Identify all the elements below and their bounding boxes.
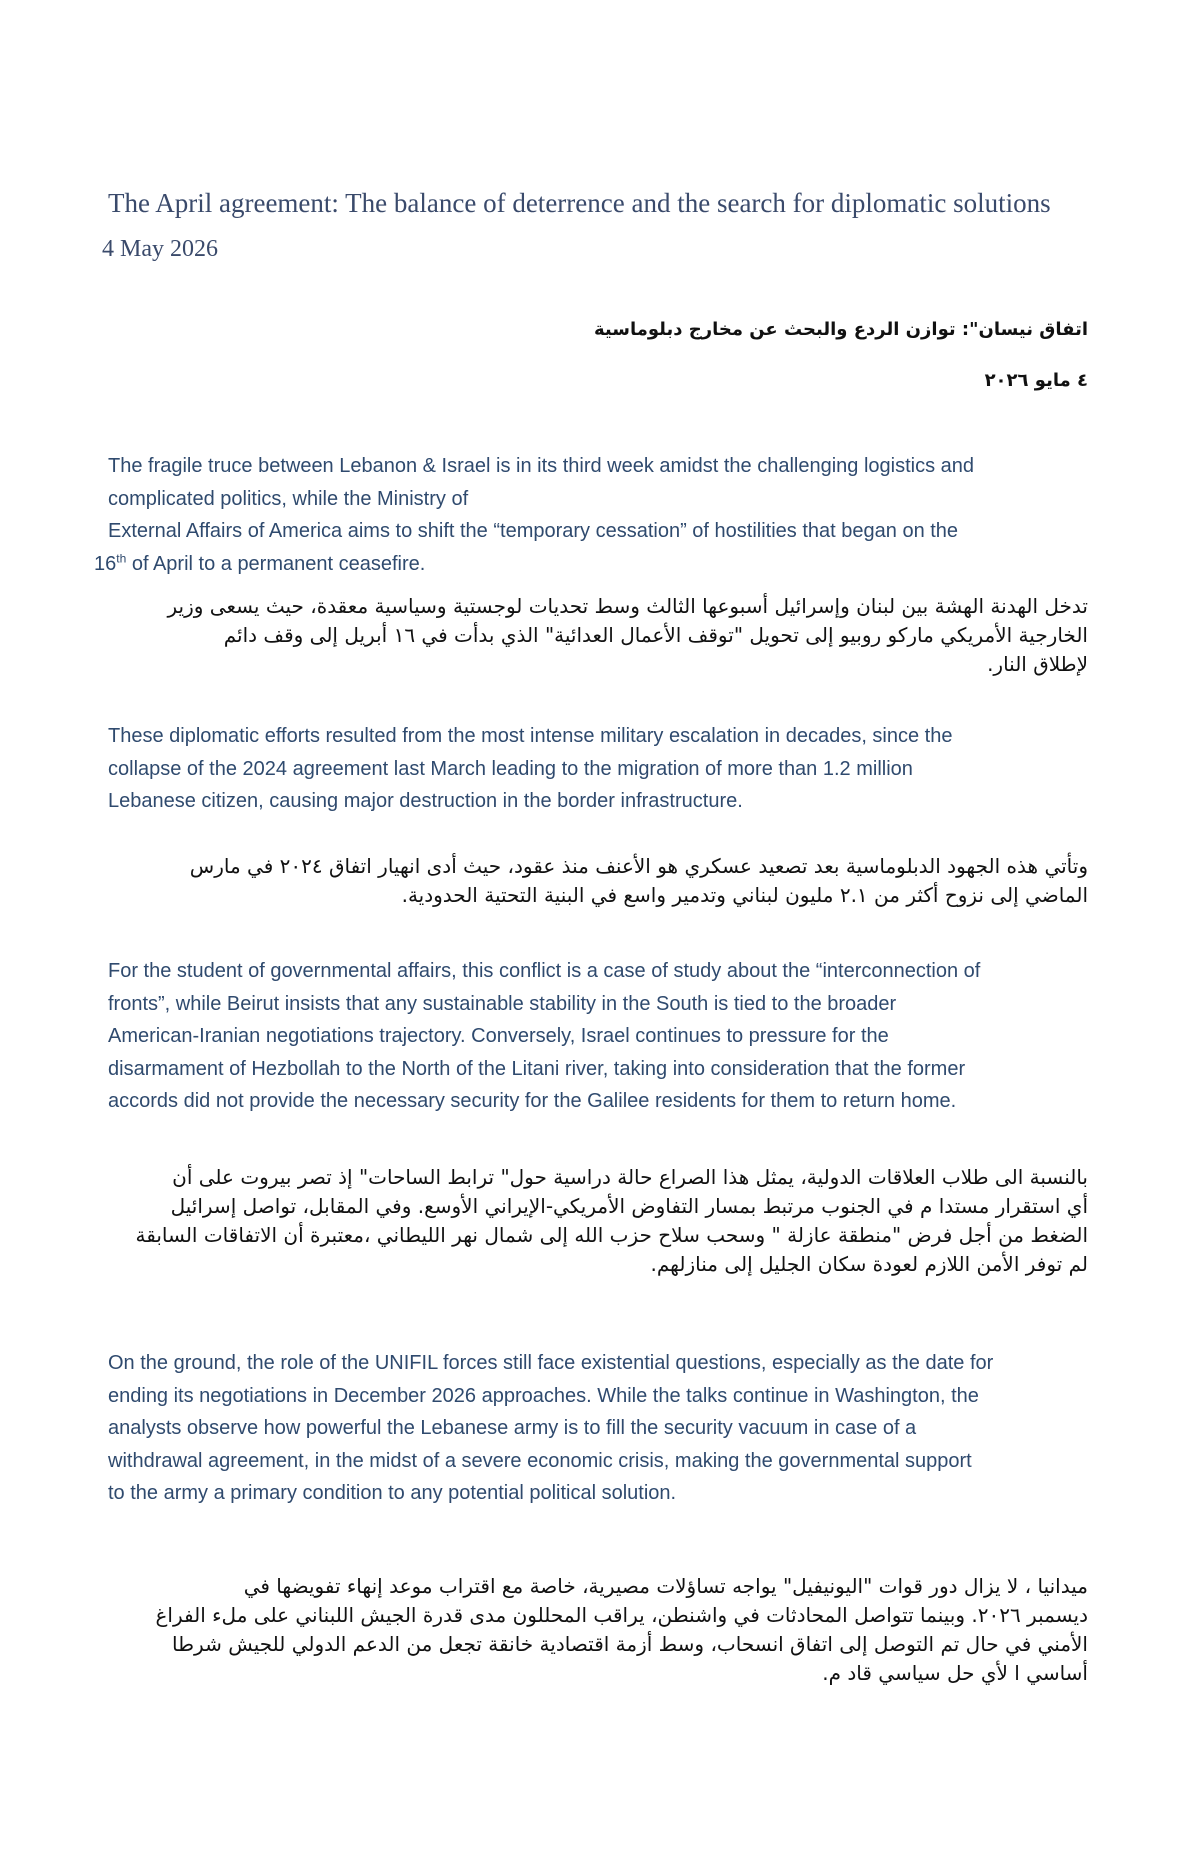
paragraph-line: الماضي إلى نزوح أكثر من ٢.١ مليون لبناني وتدمير واسع في البنية التحتية الحدودية. [401, 883, 1088, 907]
arabic-title: اتفاق نيسان": توازن الردع والبحث عن مخارج دبلوماسية [593, 319, 1088, 340]
paragraph-line: accords did not provide the necessary security for the Galilee residents for them to return home. [108, 1090, 957, 1112]
paragraph-2-arabic [108, 852, 1088, 910]
paragraph-1-english [94, 450, 975, 580]
paragraph-line: ميدانيا ، لا يزال دور قوات "اليونيفيل" يواجه تساؤلات مصيرية، خاصة مع اقتراب موعد إنهاء تفويضها في [243, 1574, 1088, 1598]
paragraph-line: analysts observe how powerful the Lebanese army is to fill the security vacuum in case of a [108, 1417, 917, 1439]
paragraph-line: ديسمبر ٢٠٢٦. وبينما تتواصل المحادثات في واشنطن، يراقب المحللون مدى قدرة الجيش اللبناني على ملء الفراغ [155, 1603, 1088, 1627]
paragraph-line: لم توفر الأمن اللازم لعودة سكان الجليل إلى منازلهم. [650, 1252, 1088, 1276]
paragraph-line: On the ground, the role of the UNIFIL forces still face existential questions, especially as the date for [108, 1352, 994, 1374]
paragraph-line: The fragile truce between Lebanon & Israel is in its third week amidst the challenging logistics and [108, 455, 975, 477]
paragraph-line: الخارجية الأمريكي ماركو روبيو إلى تحويل "توقف الأعمال العدائية" الذي بدأت في ١٦ أبريل إلى وقف دائم [223, 623, 1088, 647]
paragraph-line: Lebanese citizen, causing major destruction in the border infrastructure. [108, 790, 743, 812]
paragraph-line: لإطلاق النار. [987, 652, 1088, 676]
paragraph-line: These diplomatic efforts resulted from the most intense military escalation in decades, since the [108, 725, 953, 747]
paragraph-2-english [108, 720, 952, 818]
paragraph-3-arabic [108, 1163, 1088, 1279]
paragraph-line: fronts”, while Beirut insists that any sustainable stability in the South is tied to the broader [108, 992, 897, 1015]
paragraph-3-english [108, 955, 980, 1118]
paragraph-line: ending its negotiations in December 2026 approaches. While the talks continue in Washington, the [108, 1384, 979, 1407]
paragraph-line: وتأتي هذه الجهود الدبلوماسية بعد تصعيد عسكري هو الأعنف منذ عقود، حيث أدى انهيار اتفاق ٢٠٢٤ في مارس [189, 854, 1088, 878]
document-date: 4 May 2026 [102, 236, 218, 262]
paragraph-1-arabic [108, 592, 1088, 679]
document-title: The April agreement: The balance of deterrence and the search for diplomatic solutions [108, 188, 1051, 218]
ordinal-suffix: th [116, 550, 127, 565]
paragraph-line-rest: of April to a permanent ceasefire. [126, 552, 426, 575]
paragraph-line: أي استقرار مستدا م في الجنوب مرتبط بمسار التفاوض الأمريكي-الإيراني الأوسع. وفي المقابل، تواصل إسرائيل [170, 1194, 1088, 1218]
paragraph-line [94, 548, 974, 581]
paragraph-line: تدخل الهدنة الهشة بين لبنان وإسرائيل أسبوعها الثالث وسط تحديات لوجستية وسياسية معقدة، حيث يسعى وزير [167, 594, 1088, 618]
paragraph-4-english [108, 1347, 993, 1510]
paragraph-line: disarmament of Hezbollah to the North of the Litani river, taking into consideration that the former [108, 1057, 966, 1080]
paragraph-line: to the army a primary condition to any potential political solution. [108, 1482, 677, 1504]
paragraph-line: For the student of governmental affairs, this conflict is a case of study about the “interconnection of [108, 960, 981, 982]
paragraph-line: الأمني في حال تم التوصل إلى اتفاق انسحاب، وسط أزمة اقتصادية خانقة تجعل من الدعم الدولي للجيش شرطا [172, 1632, 1088, 1656]
paragraph-line: complicated politics, while the Ministry of [108, 487, 469, 510]
paragraph-line: External Affairs of America aims to shift the “temporary cessation” of hostilities that began on the [108, 520, 959, 542]
arabic-date: ٤ مايو ٢٠٢٦ [984, 370, 1088, 391]
paragraph-line: American-Iranian negotiations trajectory. Conversely, Israel continues to pressure for the [108, 1025, 889, 1047]
paragraph-line: الضغط من أجل فرض "منطقة عازلة " وسحب سلاح حزب الله إلى شمال نهر الليطاني ،معتبرة أن الاتفاقات السابقة [135, 1223, 1088, 1247]
paragraph-line: collapse of the 2024 agreement last March leading to the migration of more than 1.2 million [108, 757, 913, 780]
paragraph-4-arabic [108, 1572, 1088, 1688]
day-number: 16 [94, 552, 117, 575]
paragraph-line: أساسي ا لأي حل سياسي قاد م. [822, 1661, 1088, 1685]
paragraph-line: withdrawal agreement, in the midst of a severe economic crisis, making the governmental support [108, 1449, 972, 1472]
paragraph-line: بالنسبة الى طلاب العلاقات الدولية، يمثل هذا الصراع حالة دراسية حول" ترابط الساحات" إذ تصر بيروت على أن [172, 1165, 1088, 1189]
